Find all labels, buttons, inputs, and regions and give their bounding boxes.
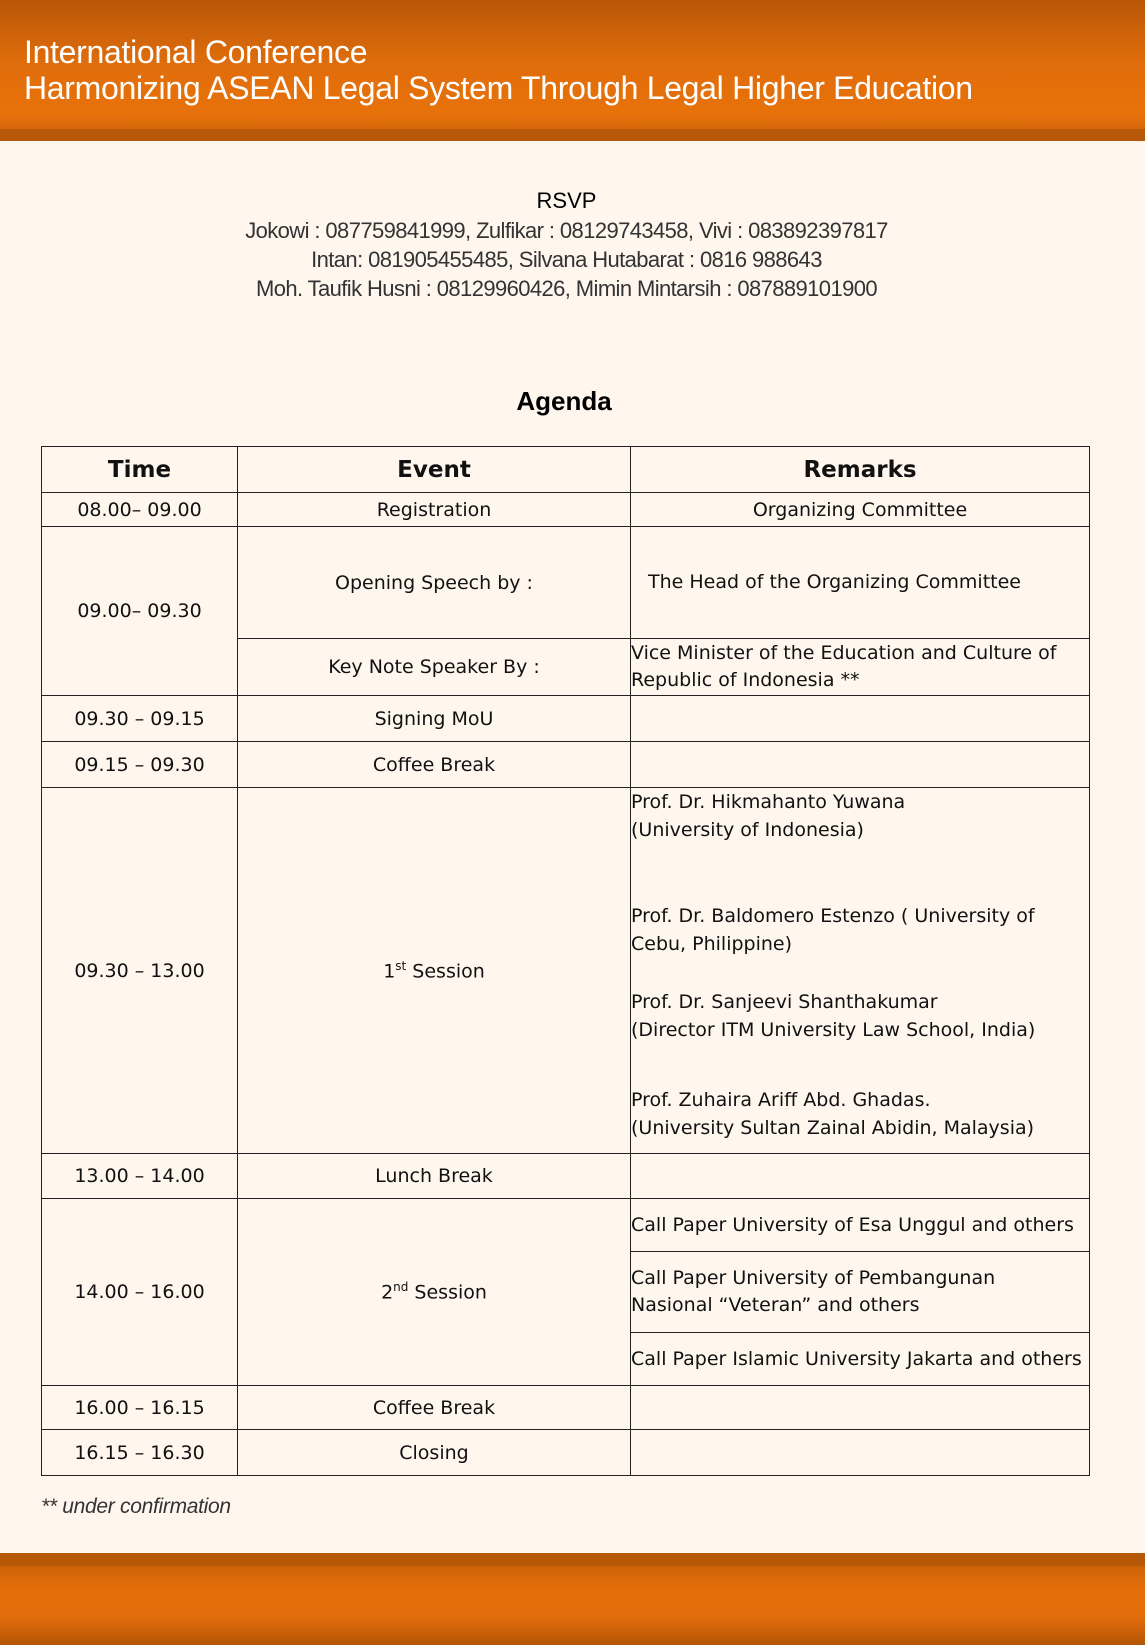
conference-title: International Conference xyxy=(24,34,368,70)
remarks-cell xyxy=(631,1430,1090,1476)
rsvp-contact-line: Moh. Taufik Husni : 08129960426, Mimin Mintarsih : 087889101900 xyxy=(256,276,877,301)
table-header-row xyxy=(42,447,1090,493)
speaker-affiliation: (University of Indonesia) xyxy=(631,819,864,841)
time-cell: 09.00– 09.30 xyxy=(42,527,238,696)
time-cell: 09.30 – 13.00 xyxy=(42,788,238,1154)
remarks-cell xyxy=(631,788,1090,1154)
footer-stripe xyxy=(0,1553,1145,1566)
remarks-cell: Organizing Committee xyxy=(631,493,1090,527)
event-cell: Opening Speech by : xyxy=(238,527,631,639)
event-cell: Registration xyxy=(238,493,631,527)
event-cell: Coffee Break xyxy=(238,742,631,788)
remarks-cell xyxy=(631,1154,1090,1199)
table-row xyxy=(42,696,1090,742)
session-label: Session xyxy=(408,1281,487,1304)
speaker-affiliation: (University Sultan Zainal Abidin, Malaysia) xyxy=(631,1117,1035,1139)
footer-banner xyxy=(0,1553,1145,1645)
time-cell: 13.00 – 14.00 xyxy=(42,1154,238,1199)
speaker-name: Prof. Zuhaira Ariff Abd. Ghadas. xyxy=(631,1089,931,1111)
event-cell xyxy=(238,1199,631,1386)
speaker-name: Prof. Dr. Hikmahanto Yuwana xyxy=(631,791,906,813)
time-cell: 14.00 – 16.00 xyxy=(42,1199,238,1386)
event-cell: Closing xyxy=(238,1430,631,1476)
remarks-cell: Call Paper University of Pembangunan Nasional “Veteran” and others xyxy=(631,1252,1090,1333)
time-cell: 16.00 – 16.15 xyxy=(42,1386,238,1430)
table-row xyxy=(42,527,1090,639)
event-cell: Lunch Break xyxy=(238,1154,631,1199)
speaker-affiliation: Cebu, Philippine) xyxy=(631,933,793,955)
time-cell: 09.30 – 09.15 xyxy=(42,696,238,742)
rsvp-contact-line: Jokowi : 087759841999, Zulfikar : 08129743458, Vivi : 083892397817 xyxy=(245,218,888,243)
remarks-cell xyxy=(631,696,1090,742)
event-cell: Key Note Speaker By : xyxy=(238,639,631,696)
event-cell xyxy=(238,788,631,1154)
remarks-cell: Call Paper Islamic University Jakarta and others xyxy=(631,1333,1090,1386)
speaker-affiliation: (Director ITM University Law School, India) xyxy=(631,1019,1036,1041)
column-header-time: Time xyxy=(42,447,238,493)
remarks-cell: The Head of the Organizing Committee xyxy=(631,527,1090,639)
session-number: 1 xyxy=(383,960,396,983)
session-ordinal: nd xyxy=(393,1280,409,1295)
time-cell: 08.00– 09.00 xyxy=(42,493,238,527)
time-cell: 09.15 – 09.30 xyxy=(42,742,238,788)
agenda-table xyxy=(41,446,1090,1476)
conference-subtitle: Harmonizing ASEAN Legal System Through Legal Higher Education xyxy=(24,70,973,106)
table-row xyxy=(42,788,1090,1154)
agenda-title: Agenda xyxy=(516,386,612,416)
table-row xyxy=(42,1199,1090,1252)
header-banner xyxy=(0,0,1145,141)
session-number: 2 xyxy=(381,1281,394,1304)
table-row xyxy=(42,1430,1090,1476)
session-label: Session xyxy=(406,960,485,983)
time-cell: 16.15 – 16.30 xyxy=(42,1430,238,1476)
rsvp-title: RSVP xyxy=(536,188,597,213)
table-row xyxy=(42,742,1090,788)
table-row xyxy=(42,493,1090,527)
session-ordinal: st xyxy=(395,958,407,973)
table-row xyxy=(42,1386,1090,1430)
remarks-cell xyxy=(631,1386,1090,1430)
speaker-name: Prof. Dr. Baldomero Estenzo ( University of xyxy=(631,905,1035,927)
column-header-remarks: Remarks xyxy=(631,447,1090,493)
table-row xyxy=(42,1154,1090,1199)
footnote: ** under confirmation xyxy=(41,1495,231,1518)
rsvp-section xyxy=(0,186,1133,303)
remarks-cell: Vice Minister of the Education and Culture of Republic of Indonesia ** xyxy=(631,639,1090,696)
remarks-cell: Call Paper University of Esa Unggul and others xyxy=(631,1199,1090,1252)
column-header-event: Event xyxy=(238,447,631,493)
rsvp-contact-line: Intan: 081905455485, Silvana Hutabarat : 0816 988643 xyxy=(311,247,822,272)
remarks-cell xyxy=(631,742,1090,788)
speaker-name: Prof. Dr. Sanjeevi Shanthakumar xyxy=(631,991,938,1013)
event-cell: Coffee Break xyxy=(238,1386,631,1430)
event-cell: Signing MoU xyxy=(238,696,631,742)
header-stripe xyxy=(0,129,1145,141)
